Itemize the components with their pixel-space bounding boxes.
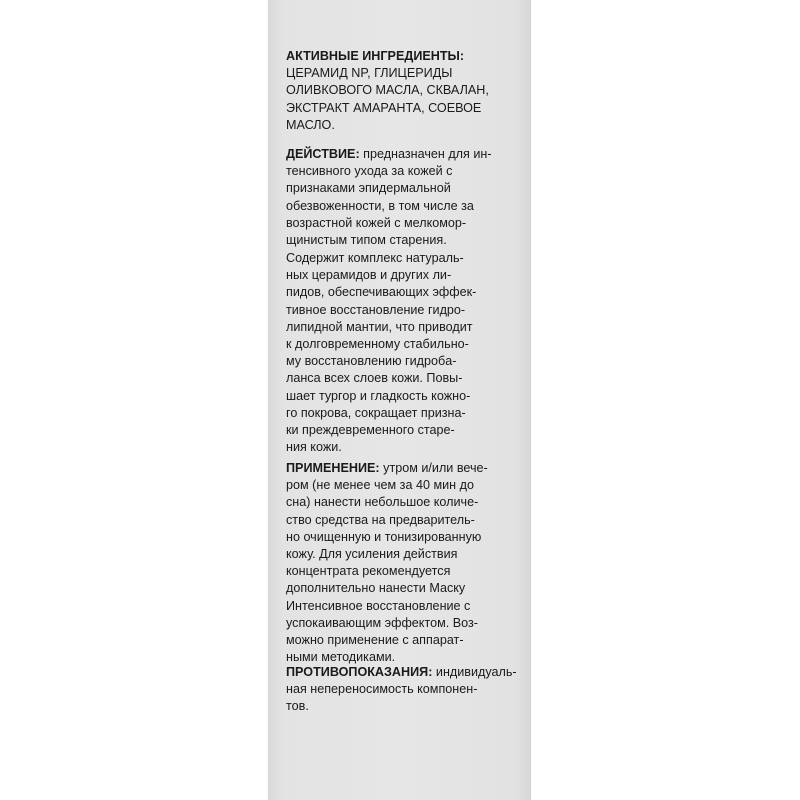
action-first-line [286, 146, 529, 163]
application-line: но очищенную и тонизированную [286, 529, 482, 544]
action-first-line-text: предназначен для ин- [363, 147, 492, 161]
action-line: возрастной кожей с мелкомор- [286, 215, 467, 230]
application-line: можно применение с аппарат- [286, 633, 464, 648]
ingredients-section [286, 48, 529, 134]
contains-line: Содержит комплекс натураль- [286, 251, 464, 265]
contains-line: тивное восстановление гидро- [286, 302, 466, 317]
application-line: Интенсивное восстановление с [286, 598, 471, 613]
contains-section [286, 250, 529, 456]
action-section [286, 146, 529, 249]
action-line: тенсивного ухода за кожей с [286, 164, 453, 179]
application-line: ство средства на предваритель- [286, 512, 475, 527]
action-line: щинистым типом старения. [286, 233, 447, 248]
contains-line: ния кожи. [286, 440, 342, 455]
contains-line: ки преждевременного старе- [286, 423, 455, 438]
application-line: сна) нанести небольшое количе- [286, 495, 479, 510]
contains-line: к долговременному стабильно- [286, 337, 469, 352]
contains-line: шает тургор и гладкость кожно- [286, 388, 471, 403]
application-line: дополнительно нанести Маску [286, 581, 466, 596]
contraindications-first-line-text: индивидуаль- [435, 665, 517, 679]
contraindications-first-line [286, 664, 529, 681]
contraindications-heading: ПРОТИВОПОКАЗАНИЯ: [286, 665, 433, 679]
action-heading: ДЕЙСТВИЕ: [286, 147, 360, 161]
application-line: ными методиками. [286, 650, 396, 665]
contains-line: липидной мантии, что приводит [286, 319, 473, 334]
contains-line: ных церамидов и других ли- [286, 268, 452, 283]
contains-line: му восстановлению гидробa- [286, 354, 457, 369]
ingredients-line: ЦЕРАМИД NP, ГЛИЦЕРИДЫ [286, 66, 453, 81]
ingredients-heading: АКТИВНЫЕ ИНГРЕДИЕНТЫ: [286, 49, 465, 63]
action-line: признаками эпидермальной [286, 181, 451, 196]
application-line: успокаивающим эффектом. Воз- [286, 615, 478, 630]
contraindications-line: тов. [286, 699, 309, 714]
contraindications-line: ная непереносимость компонен- [286, 682, 478, 697]
application-section [286, 460, 529, 666]
contraindications-section [286, 664, 529, 716]
application-line: ром (не менее чем за 40 мин до [286, 478, 474, 493]
application-line: концентрата рекомендуется [286, 564, 451, 579]
application-first-line [286, 460, 529, 477]
ingredients-line: МАСЛО. [286, 117, 335, 132]
application-first-line-text: утром и/или вече- [383, 461, 488, 475]
ingredients-line: ОЛИВКОВОГО МАСЛА, СКВАЛАН, [286, 83, 489, 98]
ingredients-line: ЭКСТРАКТ АМАРАНТА, СОЕВОЕ [286, 100, 482, 115]
action-line: обезвоженности, в том числе за [286, 198, 474, 213]
application-line: кожу. Для усиления действия [286, 547, 458, 562]
contains-line: пидов, обеспечивающих эффек- [286, 285, 477, 300]
application-heading: ПРИМЕНЕНИЕ: [286, 461, 380, 475]
contains-line: го покрова, сокращает призна- [286, 405, 466, 420]
contains-line: ланса всех слоев кожи. Повы- [286, 371, 463, 386]
